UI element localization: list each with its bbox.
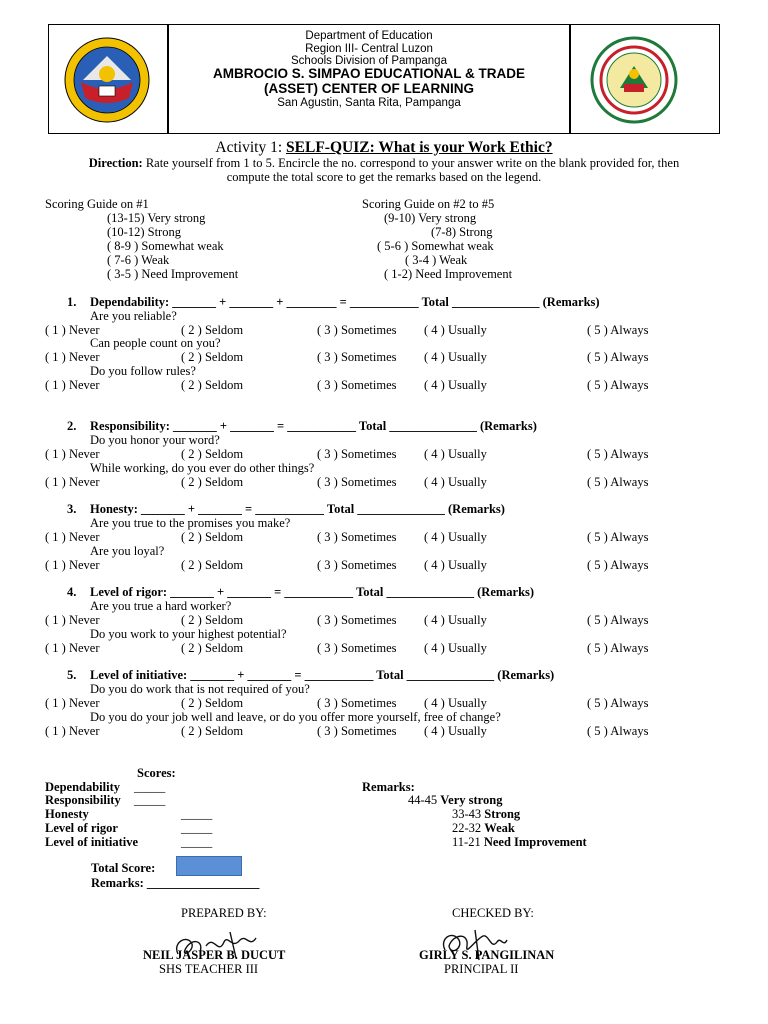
option-never[interactable]: ( 1 ) Never	[45, 323, 100, 337]
direction-label: Direction:	[88, 156, 143, 170]
option-seldom[interactable]: ( 2 ) Seldom	[181, 558, 244, 572]
question-text: Can people count on you?	[90, 336, 221, 350]
prepared-by-label: PREPARED BY:	[181, 906, 267, 920]
section-heading-initiative: Level of initiative: _______ + _______ = ___________ Total ______________ (Remarks)	[90, 668, 555, 682]
section-number: 3.	[67, 502, 77, 516]
option-sometimes[interactable]: ( 3 ) Sometimes	[317, 350, 397, 364]
option-never[interactable]: ( 1 ) Never	[45, 530, 100, 544]
preparer-title: SHS TEACHER III	[159, 962, 259, 976]
option-usually[interactable]: ( 4 ) Usually	[424, 475, 487, 489]
scoring-guide-1-item: ( 7-6 ) Weak	[107, 253, 170, 267]
option-never[interactable]: ( 1 ) Never	[45, 696, 100, 710]
option-never[interactable]: ( 1 ) Never	[45, 378, 100, 392]
scoring-guide-1-item: ( 3-5 ) Need Improvement	[107, 267, 239, 281]
score-blank[interactable]: _____	[181, 835, 213, 849]
option-never[interactable]: ( 1 ) Never	[45, 613, 100, 627]
activity-heading: SELF-QUIZ: What is your Work Ethic?	[286, 139, 553, 156]
option-always[interactable]: ( 5 ) Always	[587, 475, 649, 489]
total-score-field[interactable]	[176, 856, 242, 876]
option-seldom[interactable]: ( 2 ) Seldom	[181, 530, 244, 544]
scoring-guide-1-item: (13-15) Very strong	[107, 211, 206, 225]
option-never[interactable]: ( 1 ) Never	[45, 350, 100, 364]
option-never[interactable]: ( 1 ) Never	[45, 447, 100, 461]
score-blank[interactable]: _____	[134, 793, 166, 807]
checked-by-label: CHECKED BY:	[452, 906, 534, 920]
score-label-responsibility: Responsibility	[45, 793, 121, 807]
option-seldom[interactable]: ( 2 ) Seldom	[181, 447, 244, 461]
header-school-name-2: (ASSET) CENTER OF LEARNING	[263, 81, 474, 96]
letterhead-divider-right	[569, 25, 571, 133]
question-text: Are you true to the promises you make?	[90, 516, 291, 530]
scoring-guide-1-title: Scoring Guide on #1	[45, 197, 149, 211]
question-text: Do you work to your highest potential?	[90, 627, 287, 641]
option-sometimes[interactable]: ( 3 ) Sometimes	[317, 724, 397, 738]
option-always[interactable]: ( 5 ) Always	[587, 613, 649, 627]
header-address: San Agustin, Santa Rita, Pampanga	[277, 97, 461, 109]
header-department: Department of Education	[305, 30, 433, 42]
option-seldom[interactable]: ( 2 ) Seldom	[181, 378, 244, 392]
option-seldom[interactable]: ( 2 ) Seldom	[181, 323, 244, 337]
remarks-row: 11-21 Need Improvement	[452, 835, 587, 849]
option-always[interactable]: ( 5 ) Always	[587, 350, 649, 364]
remarks-row: 22-32 Weak	[452, 821, 515, 835]
remarks-field[interactable]: Remarks: __________________	[91, 876, 260, 890]
option-seldom[interactable]: ( 2 ) Seldom	[181, 475, 244, 489]
option-never[interactable]: ( 1 ) Never	[45, 475, 100, 489]
option-seldom[interactable]: ( 2 ) Seldom	[181, 613, 244, 627]
score-label-initiative: Level of initiative	[45, 835, 139, 849]
question-text: While working, do you ever do other things?	[90, 461, 315, 475]
scoring-guide-2-item: (7-8) Strong	[431, 225, 493, 239]
option-usually[interactable]: ( 4 ) Usually	[424, 613, 487, 627]
option-always[interactable]: ( 5 ) Always	[587, 530, 649, 544]
preparer-name: NEIL JASPER B. DUCUT	[143, 948, 286, 962]
option-seldom[interactable]: ( 2 ) Seldom	[181, 696, 244, 710]
section-heading-honesty: Honesty: _______ + _______ = ___________ Total ______________ (Remarks)	[90, 502, 505, 516]
section-heading-rigor: Level of rigor: _______ + _______ = ___________ Total ______________ (Remarks)	[90, 585, 535, 599]
option-never[interactable]: ( 1 ) Never	[45, 558, 100, 572]
option-usually[interactable]: ( 4 ) Usually	[424, 696, 487, 710]
scoring-guide-2-item: ( 5-6 ) Somewhat weak	[377, 239, 494, 253]
option-sometimes[interactable]: ( 3 ) Sometimes	[317, 447, 397, 461]
option-usually[interactable]: ( 4 ) Usually	[424, 530, 487, 544]
scoring-guide-2-item: (9-10) Very strong	[384, 211, 477, 225]
option-usually[interactable]: ( 4 ) Usually	[424, 350, 487, 364]
score-blank[interactable]: _____	[181, 807, 213, 821]
section-number: 1.	[67, 295, 77, 309]
activity-title: Activity 1: SELF-QUIZ: What is your Work Ethic?	[215, 139, 553, 156]
remarks-row: 33-43 Strong	[452, 807, 521, 821]
option-never[interactable]: ( 1 ) Never	[45, 724, 100, 738]
school-seal-icon	[590, 36, 678, 124]
direction-line	[0, 157, 768, 171]
section-number: 5.	[67, 668, 77, 682]
section-heading-responsibility: Responsibility: _______ + _______ = ___________ Total ______________ (Remarks)	[90, 419, 537, 433]
question-text: Do you do your job well and leave, or do you offer more yourself, free of change?	[90, 710, 501, 724]
direction-line-2: compute the total score to get the remarks based on the legend.	[226, 170, 542, 184]
option-usually[interactable]: ( 4 ) Usually	[424, 323, 487, 337]
option-seldom[interactable]: ( 2 ) Seldom	[181, 724, 244, 738]
option-sometimes[interactable]: ( 3 ) Sometimes	[317, 530, 397, 544]
option-sometimes[interactable]: ( 3 ) Sometimes	[317, 558, 397, 572]
scoring-guide-1-item: ( 8-9 ) Somewhat weak	[107, 239, 224, 253]
header-school-name: AMBROCIO S. SIMPAO EDUCATIONAL & TRADE	[212, 66, 525, 81]
section-number: 2.	[67, 419, 77, 433]
option-usually[interactable]: ( 4 ) Usually	[424, 558, 487, 572]
option-always[interactable]: ( 5 ) Always	[587, 724, 649, 738]
option-always[interactable]: ( 5 ) Always	[587, 558, 649, 572]
option-never[interactable]: ( 1 ) Never	[45, 641, 100, 655]
header-region: Region III- Central Luzon	[305, 43, 433, 55]
option-usually[interactable]: ( 4 ) Usually	[424, 447, 487, 461]
option-seldom[interactable]: ( 2 ) Seldom	[181, 641, 244, 655]
scoring-guide-2-item: ( 3-4 ) Weak	[405, 253, 468, 267]
total-score-label: Total Score:	[91, 861, 156, 875]
remarks-row: 44-45 Very strong	[408, 793, 503, 807]
option-always[interactable]: ( 5 ) Always	[587, 323, 649, 337]
option-sometimes[interactable]: ( 3 ) Sometimes	[317, 475, 397, 489]
option-always[interactable]: ( 5 ) Always	[587, 378, 649, 392]
option-usually[interactable]: ( 4 ) Usually	[424, 641, 487, 655]
option-sometimes[interactable]: ( 3 ) Sometimes	[317, 378, 397, 392]
option-always[interactable]: ( 5 ) Always	[587, 641, 649, 655]
score-label-dependability: Dependability	[45, 780, 121, 794]
question-text: Are you loyal?	[90, 544, 165, 558]
deped-seal-icon	[63, 36, 151, 124]
question-text: Do you honor your word?	[90, 433, 220, 447]
option-sometimes[interactable]: ( 3 ) Sometimes	[317, 641, 397, 655]
question-text: Do you do work that is not required of you?	[90, 682, 310, 696]
option-sometimes[interactable]: ( 3 ) Sometimes	[317, 696, 397, 710]
letterhead-box	[48, 24, 720, 134]
scoring-guide-2-title: Scoring Guide on #2 to #5	[362, 197, 495, 211]
option-usually[interactable]: ( 4 ) Usually	[424, 378, 487, 392]
checker-title: PRINCIPAL II	[444, 962, 519, 976]
scoring-guide-1-item: (10-12) Strong	[107, 225, 181, 239]
direction-text: Rate yourself from 1 to 5. Encircle the no. correspond to your answer write on the blank provided for, then	[142, 156, 680, 170]
question-text: Are you true a hard worker?	[90, 599, 232, 613]
scoring-guide-2-item: ( 1-2) Need Improvement	[384, 267, 513, 281]
option-usually[interactable]: ( 4 ) Usually	[424, 724, 487, 738]
option-always[interactable]: ( 5 ) Always	[587, 447, 649, 461]
header-division: Schools Division of Pampanga	[291, 55, 447, 67]
checker-name: GIRLY S. PANGILINAN	[419, 948, 555, 962]
option-always[interactable]: ( 5 ) Always	[587, 696, 649, 710]
option-seldom[interactable]: ( 2 ) Seldom	[181, 350, 244, 364]
remarks-title: Remarks:	[362, 780, 415, 794]
activity-number: Activity 1	[215, 139, 278, 156]
section-heading-dependability: Dependability: _______ + _______ + ________ = ___________ Total ______________ (Remarks)	[90, 295, 600, 309]
question-text: Do you follow rules?	[90, 364, 196, 378]
question-text: Are you reliable?	[90, 309, 177, 323]
section-number: 4.	[67, 585, 77, 599]
scores-title: Scores:	[137, 766, 176, 780]
score-blank[interactable]: _____	[181, 821, 213, 835]
option-sometimes[interactable]: ( 3 ) Sometimes	[317, 613, 397, 627]
option-sometimes[interactable]: ( 3 ) Sometimes	[317, 323, 397, 337]
score-blank[interactable]: _____	[134, 780, 166, 794]
score-label-honesty: Honesty	[45, 807, 89, 821]
score-label-rigor: Level of rigor	[45, 821, 118, 835]
